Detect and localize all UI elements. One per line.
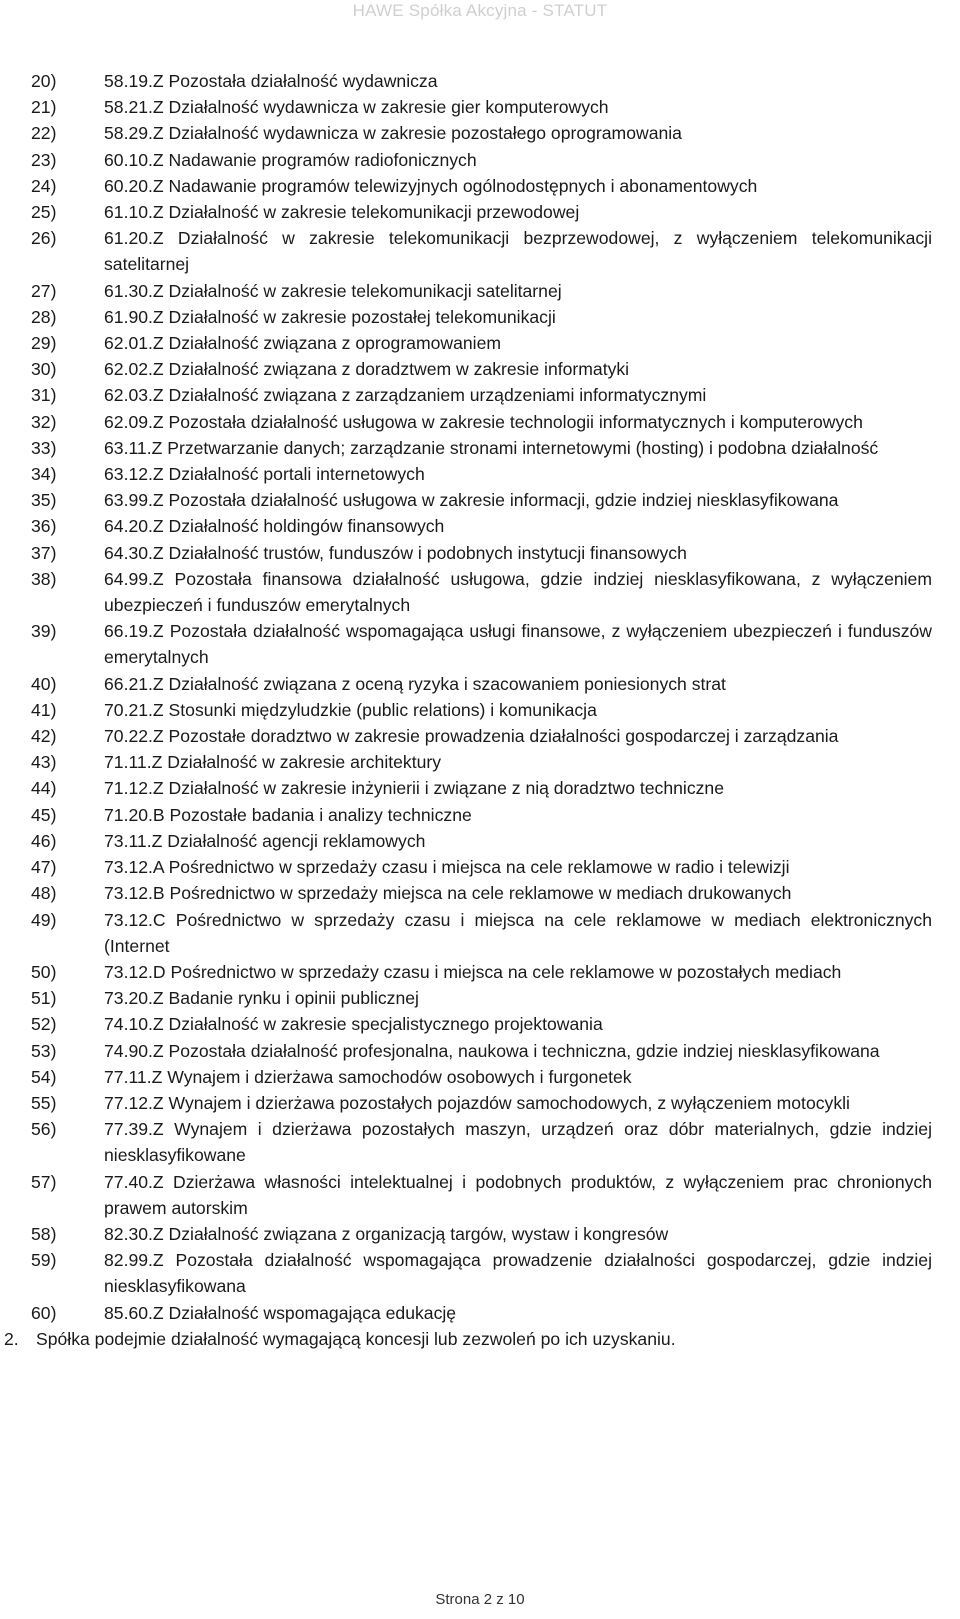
- list-item-text: 73.11.Z Działalność agencji reklamowych: [104, 830, 426, 851]
- list-item-text: 70.22.Z Pozostałe doradztwo w zakresie prowadzenia działalności gospodarczej i zarządzania: [104, 726, 839, 747]
- list-item: [0, 1064, 960, 1090]
- list-item-text: 66.21.Z Działalność związana z oceną ryzyka i szacowaniem poniesionych strat: [104, 673, 726, 694]
- list-item-number: 46): [31, 830, 57, 851]
- list-item: [0, 409, 960, 435]
- list-item-text: 82.30.Z Działalność związana z organizacją targów, wystaw i kongresów: [104, 1223, 669, 1244]
- list-item-text: 62.03.Z Działalność związana z zarządzaniem urządzeniami informatycznymi: [104, 385, 707, 406]
- list-item: [0, 1221, 960, 1247]
- list-item-text: 63.99.Z Pozostała działalność usługowa w zakresie informacji, gdzie indziej niesklasyfikowana: [104, 490, 839, 511]
- list-item-text: 60.20.Z Nadawanie programów telewizyjnych ogólnodostępnych i abonamentowych: [104, 175, 758, 196]
- list-item-number: 55): [31, 1092, 57, 1113]
- list-item-text: 73.12.B Pośrednictwo w sprzedaży miejsca na cele reklamowe w mediach drukowanych: [104, 883, 792, 904]
- list-item-number: 52): [31, 1014, 57, 1035]
- list-item-text: 61.20.Z Działalność w zakresie telekomunikacji bezprzewodowej, z wyłączeniem telekomunikacji satelitarnej: [104, 228, 932, 275]
- list-item-number: 31): [31, 385, 57, 406]
- list-item-number: 23): [31, 149, 57, 170]
- page-footer: Strona 2 z 10: [435, 1591, 525, 1608]
- list-item-number: 48): [31, 883, 57, 904]
- list-item-text: 71.11.Z Działalność w zakresie architektury: [104, 752, 442, 773]
- list-item: [0, 304, 960, 330]
- list-item-number: 56): [31, 1119, 57, 1140]
- list-item-number: 28): [31, 306, 57, 327]
- list-item-text: 73.12.D Pośrednictwo w sprzedaży czasu i miejsca na cele reklamowe w pozostałych mediach: [104, 961, 842, 982]
- list-item-text: 62.02.Z Działalność związana z doradztwem w zakresie informatyki: [104, 359, 630, 380]
- list-item-text: 77.11.Z Wynajem i dzierżawa samochodów osobowych i furgonetek: [104, 1066, 632, 1087]
- list-item: [0, 1300, 960, 1326]
- activity-list: [0, 68, 960, 1352]
- list-item-text: 61.90.Z Działalność w zakresie pozostałej telekomunikacji: [104, 306, 556, 327]
- list-item-number: 25): [31, 202, 57, 223]
- list-item: [0, 907, 960, 959]
- list-item-number: 38): [31, 568, 57, 589]
- list-item: [0, 330, 960, 356]
- list-item-text: 73.20.Z Badanie rynku i opinii publicznej: [104, 988, 419, 1009]
- list-item-number: 50): [31, 961, 57, 982]
- clause-number: 2.: [4, 1328, 19, 1349]
- list-item-text: 85.60.Z Działalność wspomagająca edukację: [104, 1302, 457, 1323]
- list-item: [0, 461, 960, 487]
- list-item-text: 66.19.Z Pozostała działalność wspomagająca usługi finansowe, z wyłączeniem ubezpieczeń i funduszów emerytalnych: [104, 621, 932, 668]
- list-item-text: 58.19.Z Pozostała działalność wydawnicza: [104, 71, 438, 91]
- list-item-text: 71.12.Z Działalność w zakresie inżynierii i związane z nią doradztwo techniczne: [104, 778, 724, 799]
- list-item-text: 62.01.Z Działalność związana z oprogramowaniem: [104, 333, 502, 354]
- list-item-number: 41): [31, 699, 57, 720]
- list-item: [0, 1116, 960, 1168]
- list-item: [0, 1247, 960, 1299]
- list-item: [0, 697, 960, 723]
- list-item-number: 36): [31, 516, 57, 537]
- list-item-number: 39): [31, 621, 57, 642]
- list-item: [0, 671, 960, 697]
- list-item: [0, 985, 960, 1011]
- list-item: [0, 356, 960, 382]
- list-item: [0, 1090, 960, 1116]
- list-item-number: 45): [31, 804, 57, 825]
- list-item: [0, 854, 960, 880]
- list-item-text: 64.30.Z Działalność trustów, funduszów i podobnych instytucji finansowych: [104, 542, 687, 563]
- list-item-text: 70.21.Z Stosunki międzyludzkie (public relations) i komunikacja: [104, 699, 597, 720]
- list-item-number: 21): [31, 97, 57, 118]
- list-item: [0, 723, 960, 749]
- list-item-number: 51): [31, 988, 57, 1009]
- list-item-number: 24): [31, 175, 57, 196]
- list-item-number: 33): [31, 437, 57, 458]
- list-item: [0, 120, 960, 146]
- list-item-number: 59): [31, 1250, 57, 1271]
- list-item-number: 37): [31, 542, 57, 563]
- list-item-text: 60.10.Z Nadawanie programów radiofonicznych: [104, 149, 477, 170]
- list-item-text: 77.12.Z Wynajem i dzierżawa pozostałych pojazdów samochodowych, z wyłączeniem motocykli: [104, 1092, 850, 1113]
- list-item-text: 73.12.C Pośrednictwo w sprzedaży czasu i miejsca na cele reklamowe w mediach elektronicznych (Internet: [104, 909, 932, 956]
- list-item-text: 58.29.Z Działalność wydawnicza w zakresie pozostałego oprogramowania: [104, 123, 682, 144]
- list-item-text: 82.99.Z Pozostała działalność wspomagająca prowadzenie działalności gospodarczej, gdzie indziej niesklasyfikowana: [104, 1250, 932, 1297]
- list-item: [0, 828, 960, 854]
- list-item-number: 60): [31, 1302, 57, 1323]
- list-item-text: 74.90.Z Pozostała działalność profesjonalna, naukowa i techniczna, gdzie indziej niesklasyfikowana: [104, 1040, 880, 1061]
- list-item: [0, 880, 960, 906]
- list-item-text: 77.39.Z Wynajem i dzierżawa pozostałych maszyn, urządzeń oraz dóbr materialnych, gdzie indziej niesklasyfikowane: [104, 1119, 932, 1166]
- list-item-text: 77.40.Z Dzierżawa własności intelektualnej i podobnych produktów, z wyłączeniem prac chronionych prawem autorskim: [104, 1171, 932, 1218]
- list-item: [0, 959, 960, 985]
- list-item-number: 44): [31, 778, 57, 799]
- list-item: [0, 225, 960, 277]
- list-item-text: 64.20.Z Działalność holdingów finansowych: [104, 516, 445, 537]
- list-item: [0, 1011, 960, 1037]
- list-item-number: 57): [31, 1171, 57, 1192]
- list-item-text: 74.10.Z Działalność w zakresie specjalistycznego projektowania: [104, 1014, 603, 1035]
- list-item: [0, 775, 960, 801]
- list-item: [0, 278, 960, 304]
- list-item-number: 29): [31, 333, 57, 354]
- list-item: [0, 1038, 960, 1064]
- list-item-text: 73.12.A Pośrednictwo w sprzedaży czasu i miejsca na cele reklamowe w radio i telewizji: [104, 857, 790, 878]
- list-item: [0, 487, 960, 513]
- list-item: [0, 147, 960, 173]
- list-item-text: 63.12.Z Działalność portali internetowych: [104, 464, 425, 485]
- list-item: [0, 199, 960, 225]
- list-item: [0, 68, 960, 94]
- list-item: [0, 435, 960, 461]
- list-item: [0, 513, 960, 539]
- list-item-number: 58): [31, 1223, 57, 1244]
- list-item-text: 58.21.Z Działalność wydawnicza w zakresie gier komputerowych: [104, 97, 609, 118]
- list-item-number: 20): [31, 71, 57, 91]
- list-item-text: 71.20.B Pozostałe badania i analizy techniczne: [104, 804, 472, 825]
- list-item: [0, 94, 960, 120]
- clause-text: Spółka podejmie działalność wymagającą koncesji lub zezwoleń po ich uzyskaniu.: [36, 1328, 676, 1349]
- list-item: [0, 618, 960, 670]
- list-item-text: 63.11.Z Przetwarzanie danych; zarządzanie stronami internetowymi (hosting) i podobna działalność: [104, 437, 879, 458]
- list-item: [0, 173, 960, 199]
- list-item-text: 64.99.Z Pozostała finansowa działalność usługowa, gdzie indziej niesklasyfikowana, z wyłączeniem ubezpieczeń i funduszów emerytalnych: [104, 568, 932, 616]
- list-item-number: 26): [31, 228, 57, 249]
- list-item-number: 35): [31, 490, 57, 511]
- list-item: [0, 1169, 960, 1221]
- list-item: [0, 802, 960, 828]
- list-item: [0, 749, 960, 775]
- list-item-number: 34): [31, 464, 57, 485]
- clause-2: [0, 1326, 960, 1352]
- list-item: [0, 540, 960, 566]
- list-item-text: 62.09.Z Pozostała działalność usługowa w zakresie technologii informatycznych i komputerowych: [104, 411, 863, 432]
- list-item-number: 54): [31, 1066, 57, 1087]
- page-header: HAWE Spółka Akcyjna - STATUT: [352, 1, 608, 20]
- list-item: [0, 566, 960, 618]
- list-item-number: 47): [31, 857, 57, 878]
- list-item-number: 30): [31, 359, 57, 380]
- list-item: [0, 382, 960, 408]
- list-item-text: 61.10.Z Działalność w zakresie telekomunikacji przewodowej: [104, 202, 580, 223]
- list-item-number: 40): [31, 673, 57, 694]
- list-item-number: 49): [31, 909, 57, 930]
- list-item-number: 27): [31, 280, 57, 301]
- list-item-number: 32): [31, 411, 57, 432]
- list-item-number: 43): [31, 752, 57, 773]
- list-item-number: 42): [31, 726, 57, 747]
- list-item-text: 61.30.Z Działalność w zakresie telekomunikacji satelitarnej: [104, 280, 562, 301]
- list-item-number: 22): [31, 123, 57, 144]
- list-item-number: 53): [31, 1040, 57, 1061]
